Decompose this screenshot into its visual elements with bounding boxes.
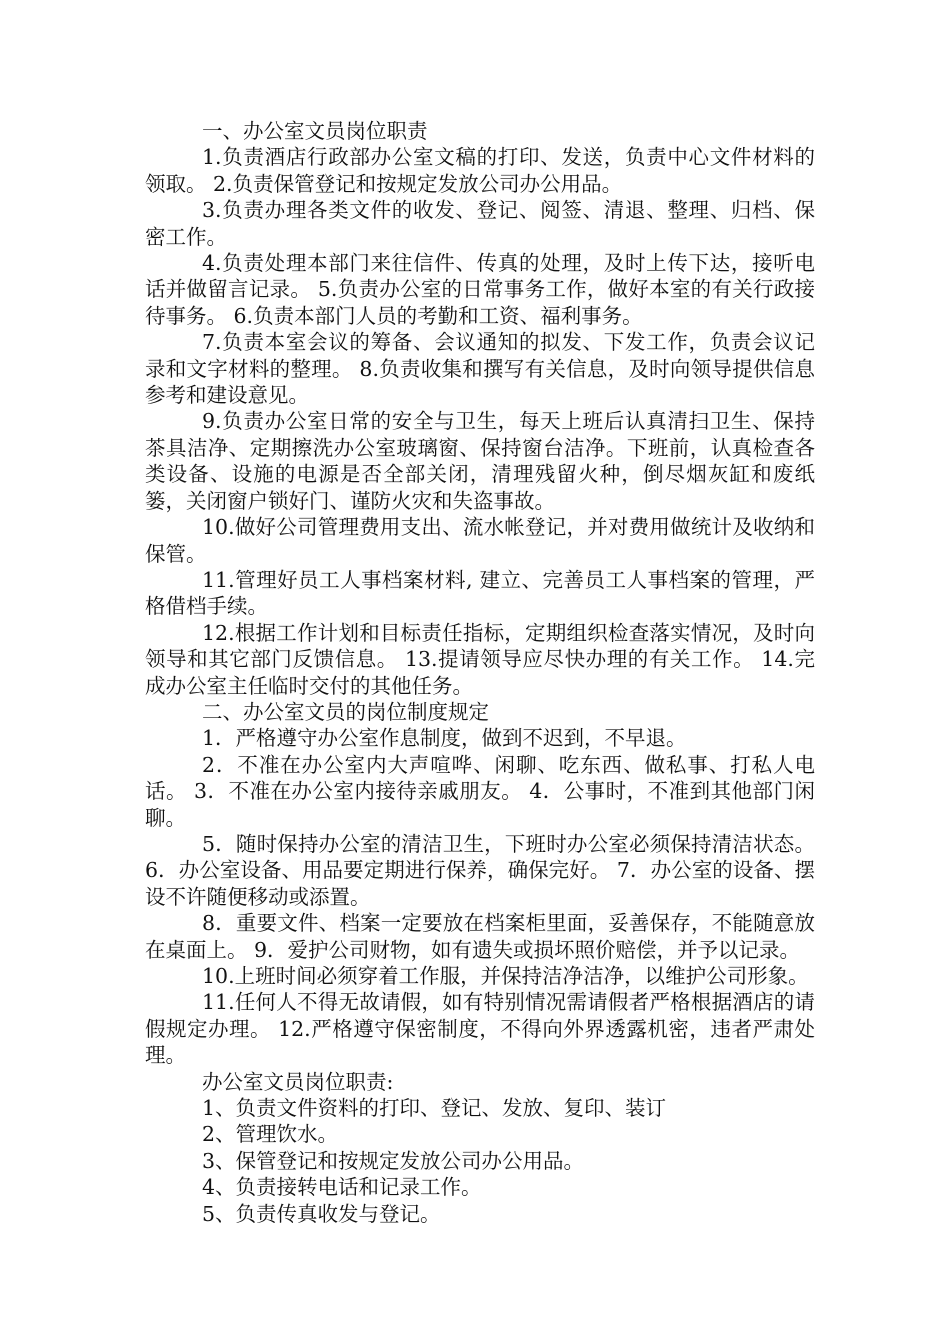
- paragraph: 10.做好公司管理费用支出、流水帐登记，并对费用做统计及收纳和保管。: [145, 515, 815, 566]
- list-item: 2、管理饮水。: [202, 1122, 339, 1147]
- paragraph: 9.负责办公室日常的安全与卫生，每天上班后认真清扫卫生、保持茶具洁净、定期擦洗办公室玻璃窗、保持窗台洁净。下班前，认真检查各类设备、设施的电源是否全部关闭，清理残留火种，倒尽烟灰缸和废纸篓，关闭窗户锁好门、谨防火灾和失盗事故。: [145, 409, 815, 513]
- list-item: 1、负责文件资料的打印、登记、发放、复印、装订: [202, 1096, 667, 1121]
- paragraph: 8．重要文件、档案一定要放在档案柜里面，妥善保存，不能随意放在桌面上。 9．爱护公司财物，如有遗失或损坏照价赔偿，并予以记录。: [145, 911, 815, 962]
- list-item: 4、负责接转电话和记录工作。: [202, 1175, 482, 1200]
- section-heading-1: 一、办公室文员岗位职责: [202, 119, 428, 143]
- paragraph: 1．严格遵守办公室作息制度，做到不迟到，不早退。: [202, 726, 687, 751]
- paragraph: 11.任何人不得无故请假，如有特别情况需请假者严格根据酒店的请假规定办理。 12.严格遵守保密制度，不得向外界透露机密，违者严肃处理。: [145, 990, 815, 1068]
- paragraph: 2．不准在办公室内大声喧哗、闲聊、吃东西、做私事、打私人电话。 3．不准在办公室内接待亲戚朋友。 4．公事时，不准到其他部门闲聊。: [145, 752, 815, 830]
- paragraph: 12.根据工作计划和目标责任指标，定期组织检查落实情况，及时向领导和其它部门反馈信息。 13.提请领导应尽快办理的有关工作。 14.完成办公室主任临时交付的其他任务。: [145, 620, 815, 698]
- paragraph: 7.负责本室会议的筹备、会议通知的拟发、下发工作，负责会议记录和文字材料的整理。 8.负责收集和撰写有关信息，及时向领导提供信息参考和建设意见。: [145, 330, 815, 408]
- list-item: 5、负责传真收发与登记。: [202, 1201, 441, 1226]
- section-heading-2: 二、办公室文员的岗位制度规定: [202, 699, 489, 724]
- paragraph: 3.负责办理各类文件的收发、登记、阅签、清退、整理、归档、保密工作。: [145, 198, 815, 249]
- list-heading: 办公室文员岗位职责:: [202, 1069, 394, 1094]
- paragraph: 1.负责酒店行政部办公室文稿的打印、发送，负责中心文件材料的领取。 2.负责保管登记和按规定发放公司办公用品。: [145, 145, 815, 196]
- paragraph: 10.上班时间必须穿着工作服，并保持洁净洁净，以维护公司形象。: [202, 964, 809, 988]
- paragraph: 11.管理好员工人事档案材料, 建立、完善员工人事档案的管理，严格借档手续。: [145, 567, 815, 619]
- list-item: 3、保管登记和按规定发放公司办公用品。: [202, 1148, 585, 1173]
- paragraph: 5．随时保持办公室的清洁卫生，下班时办公室必须保持清洁状态。 6．办公室设备、用品要定期进行保养，确保完好。 7．办公室的设备、摆设不许随便移动或添置。: [145, 831, 815, 909]
- paragraph: 4.负责处理本部门来往信件、传真的处理，及时上传下达，接听电话并做留言记录。 5.负责办公室的日常事务工作，做好本室的有关行政接待事务。 6.负责本部门人员的考勤和工资、福利事务。: [145, 251, 815, 328]
- document-body: [145, 118, 815, 1227]
